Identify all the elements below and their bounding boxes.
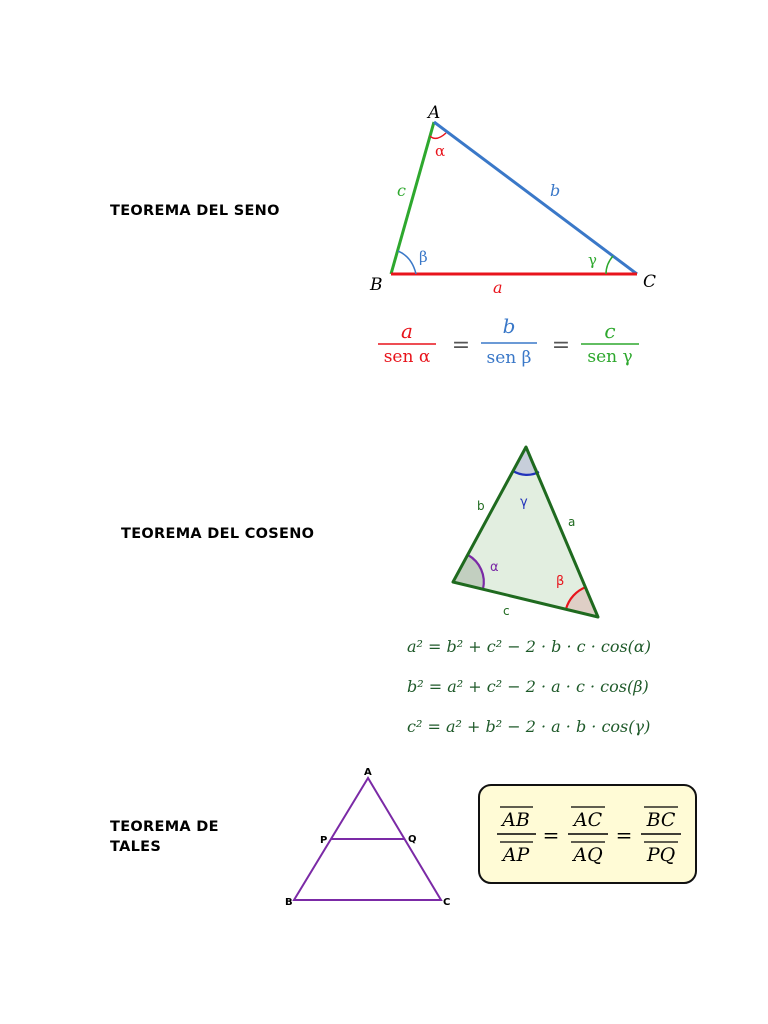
sine-triangle: [391, 122, 637, 274]
sine-gamma-arc: [606, 256, 613, 274]
cosine-side-c-label: c: [503, 604, 510, 618]
tales-vertex-c: C: [443, 897, 451, 908]
sine-angle-beta-label: β: [419, 248, 428, 266]
cosine-formula-c: c² = a² + b² − 2 · a · b · cos(γ): [407, 717, 651, 736]
sine-side-b-label: b: [550, 181, 561, 200]
sine-vertex-c: C: [643, 272, 657, 292]
sine-formula-equals1: =: [451, 333, 471, 358]
sine-formula-den1: sen α: [383, 347, 431, 367]
cosine-side-b-label: b: [477, 499, 485, 513]
tales-formula-num2: AC: [573, 809, 603, 831]
sine-formula-num2: b: [502, 314, 516, 338]
tales-vertex-q: Q: [408, 834, 417, 845]
tales-triangle: [294, 778, 441, 900]
sine-formula-num1: a: [401, 319, 413, 343]
tales-theorem-title-line1: TEOREMA DE: [110, 819, 219, 835]
cosine-formula-b: b² = a² + c² − 2 · a · c · cos(β): [407, 677, 649, 696]
tales-formula-equals2: =: [615, 823, 633, 847]
cosine-formula-a: a² = b² + c² − 2 · b · c · cos(α): [407, 637, 651, 656]
sine-side-c-label: c: [397, 181, 406, 200]
tales-formula-den3: PQ: [646, 844, 676, 866]
tales-formula-box: [479, 785, 696, 883]
sine-theorem-title: TEOREMA DEL SENO: [110, 203, 280, 219]
cosine-triangle: [453, 447, 598, 617]
sine-formula-den3: sen γ: [587, 347, 633, 367]
sine-law-formula: [378, 314, 639, 368]
tales-formula-equals1: =: [542, 823, 560, 847]
sine-vertex-a: A: [428, 103, 441, 123]
tales-formula-num1: AB: [502, 809, 530, 831]
sine-vertex-b: B: [370, 275, 383, 295]
cosine-theorem-title: TEOREMA DEL COSENO: [121, 526, 315, 542]
tales-vertex-p: P: [320, 835, 328, 846]
sine-formula-equals2: =: [551, 333, 571, 358]
sine-formula-den2: sen β: [486, 348, 532, 368]
sine-alpha-arc: [430, 133, 446, 138]
sine-formula-num3: c: [604, 319, 616, 343]
cosine-angle-gamma-label: γ: [520, 495, 528, 510]
sine-beta-arc: [398, 251, 416, 274]
cosine-side-a-label: a: [568, 515, 576, 529]
tales-vertex-b: B: [285, 897, 293, 908]
sine-side-b-line: [434, 122, 637, 274]
tales-formula-den2: AQ: [573, 844, 603, 866]
tales-vertex-a: A: [364, 767, 372, 778]
tales-formula-den1: AP: [502, 844, 530, 866]
cosine-angle-beta-label: β: [556, 574, 565, 589]
tales-formula-num3: BC: [646, 809, 676, 831]
cosine-angle-alpha-label: α: [490, 560, 499, 575]
sine-angle-gamma-label: γ: [588, 251, 597, 269]
tales-theorem-title-line2: TALES: [110, 839, 162, 855]
sine-angle-alpha-label: α: [435, 142, 446, 160]
sine-side-a-label: a: [493, 278, 503, 297]
